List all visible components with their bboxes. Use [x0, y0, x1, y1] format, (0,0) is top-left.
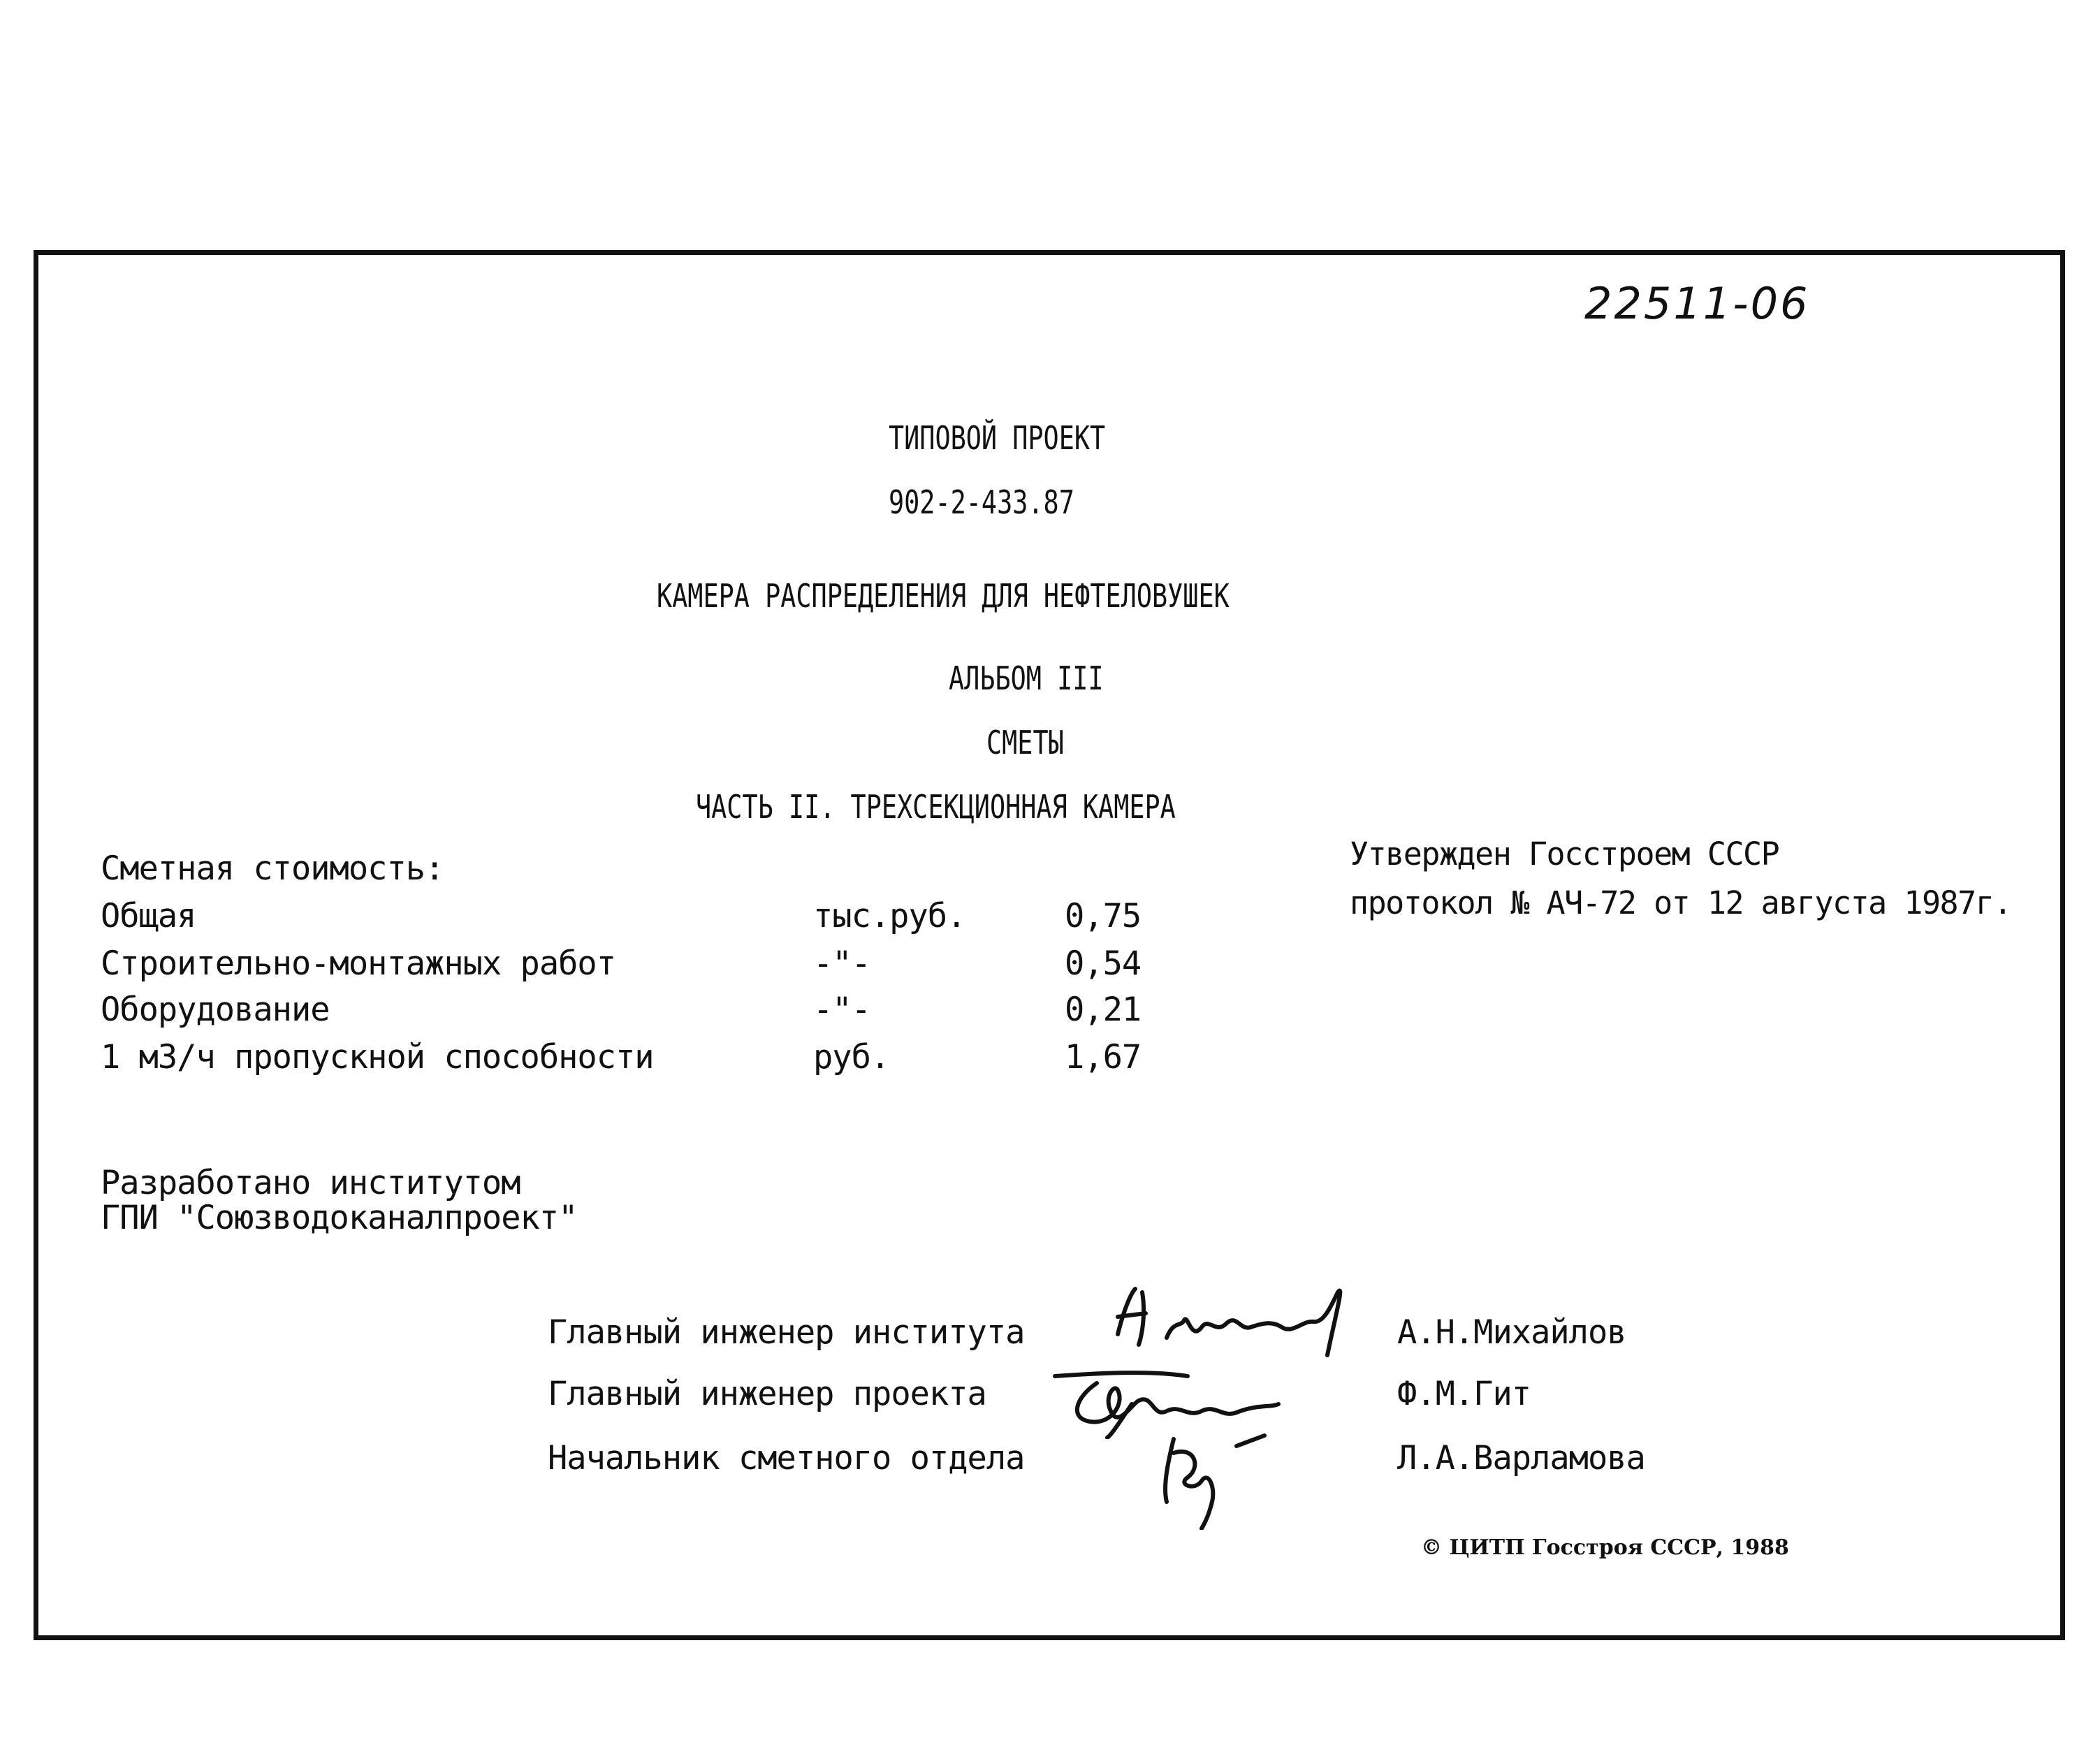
signature-mikhailov: [1104, 1278, 1383, 1362]
album-label: АЛЬБОМ III: [949, 659, 1104, 697]
cost-row-value: 0,21: [1065, 991, 1142, 1029]
cost-row-label: 1 м3/ч пропускной способности: [101, 1038, 654, 1076]
signature-role: Главный инженер института: [548, 1313, 1025, 1352]
approval-line-1: Утвержден Госстроем СССР: [1350, 835, 1779, 872]
project-type: ТИПОВОЙ ПРОЕКТ: [889, 419, 1106, 457]
cost-row-value: 0,54: [1065, 944, 1142, 983]
cost-row-value: 1,67: [1065, 1038, 1142, 1076]
archive-number: 22511-06: [1584, 278, 1810, 329]
cost-row-unit: руб.: [813, 1038, 890, 1076]
cost-row-label: Строительно-монтажных работ: [101, 944, 616, 983]
signature-varlamova: [1146, 1425, 1285, 1530]
signature-name: А.Н.Михайлов: [1397, 1313, 1626, 1352]
project-number: 902-2-433.87: [889, 483, 1074, 521]
copyright: © ЦИТП Госстроя СССР, 1988: [1421, 1535, 1789, 1560]
signature-role: Начальник сметного отдела: [548, 1439, 1025, 1477]
developer-line-2: ГПИ "Союзводоканалпроект": [101, 1199, 578, 1237]
signature-name: Л.А.Варламова: [1397, 1439, 1645, 1477]
cost-row-unit: тыс.руб.: [813, 897, 966, 935]
cost-row-unit: -"-: [813, 991, 870, 1029]
signature-role: Главный инженер проекта: [548, 1375, 986, 1413]
approval-line-2: протокол № АЧ-72 от 12 августа 1987г.: [1350, 884, 2011, 921]
developer-line-1: Разработано институтом: [101, 1164, 520, 1202]
cost-row-value: 0,75: [1065, 897, 1142, 935]
cost-row-label: Общая: [101, 897, 196, 935]
signature-name: Ф.М.Гит: [1397, 1375, 1531, 1413]
cost-row-label: Оборудование: [101, 991, 330, 1029]
cost-heading: Сметная стоимость:: [101, 849, 444, 888]
cost-row-unit: -"-: [813, 944, 870, 983]
part-label: ЧАСТЬ II. ТРЕХСЕКЦИОННАЯ КАМЕРА: [696, 788, 1176, 826]
document-title: КАМЕРА РАСПРЕДЕЛЕНИЯ ДЛЯ НЕФТЕЛОВУШЕК: [657, 577, 1230, 615]
section-label: СМЕТЫ: [986, 724, 1064, 761]
